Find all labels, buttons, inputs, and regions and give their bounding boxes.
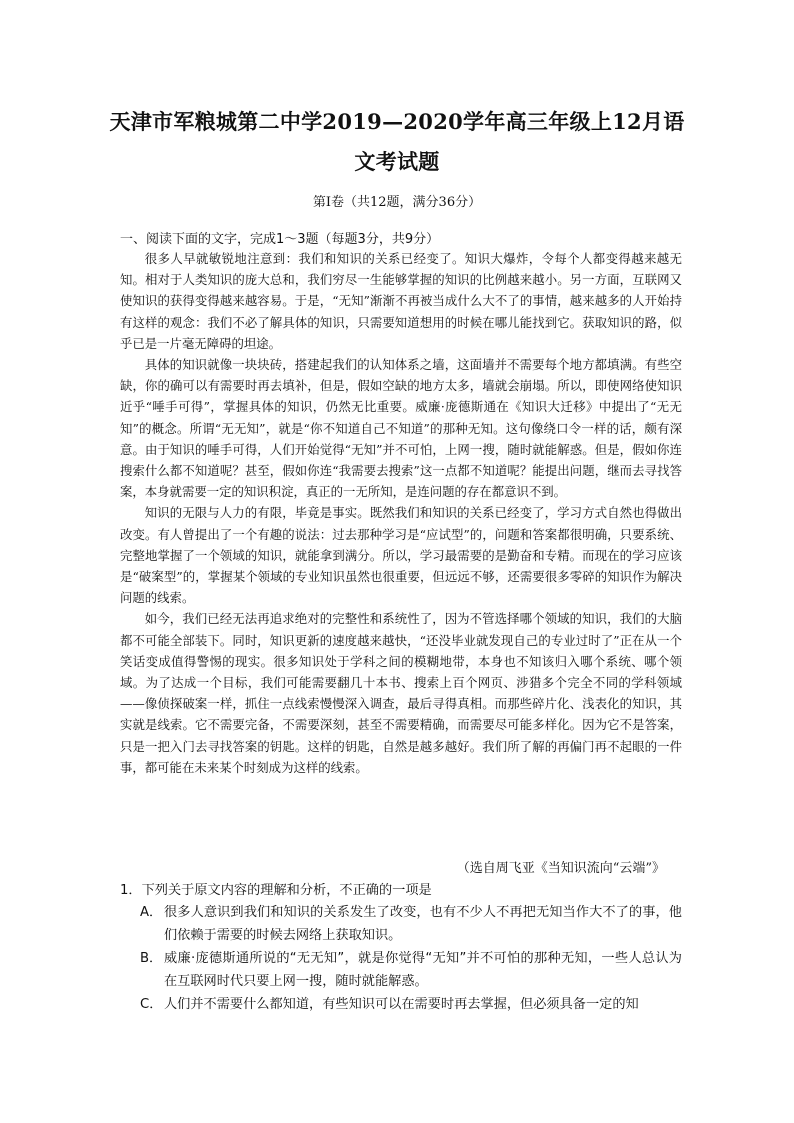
reading-passage bbox=[120, 248, 682, 778]
passage-source: （选自周飞亚《当知识流向“云端”》 bbox=[456, 861, 665, 876]
option-a bbox=[140, 901, 682, 947]
passage-paragraph-2: 具体的知识就像一块块砖，搭建起我们的认知体系之墙，这面墙并不需要每个地方都填满。有些空缺，你的确可以有需要时再去填补，但是，假如空缺的地方太多，墙就会崩塌。所以，即使网络使知识近乎“唾手可得”，掌握具体的知识，仍然无比重要。威廉·庞德斯通在《知识大迁移》中提出了“无无知”的概念。所谓“无无知”，就是“你不知道自己不知道”的那种无知。这句像绕口令一样的话，颇有深意。由于知识的唾手可得，人们开始觉得“无知”并不可怕，上网一搜，随时就能解惑。但是，假如你连搜索什么都不知道呢？甚至，假如你连“我需要去搜索”这一点都不知道呢？能提出问题，继而去寻找答案，本身就需要一定的知识积淀，真正的一无所知，是连问题的存在都意识不到。 bbox=[120, 357, 682, 500]
exam-title-line-2: 文考试题 bbox=[354, 149, 440, 174]
question-1-options bbox=[140, 901, 682, 1016]
exam-title-line-1: 天津市军粮城第二中学2019—2020学年高三年级上12月语 bbox=[109, 109, 685, 134]
option-c-text: 人们并不需要什么都知道，有些知识可以在需要时再去掌握，但必须具备一定的知 bbox=[164, 997, 639, 1012]
option-b-letter: B． bbox=[140, 951, 163, 966]
exam-subtitle: 第Ⅰ卷（共12题，满分36分） bbox=[312, 195, 482, 210]
option-c bbox=[140, 993, 682, 1016]
option-b-text: 威廉·庞德斯通所说的“无无知”，就是你觉得“无知”并不可怕的那种无知，一些人总认为在互联网时代只要上网一搜，随时就能解惑。 bbox=[164, 951, 682, 989]
passage-paragraph-4: 如今，我们已经无法再追求绝对的完整性和系统性了，因为不管选择哪个领域的知识，我们的大脑都不可能全部装下。同时，知识更新的速度越来越快，“还没毕业就发现自己的专业过时了”正在从一个笑话变成值得警惕的现实。很多知识处于学科之间的模糊地带，本身也不知该归入哪个系统、哪个领域。为了达成一个目标，我们可能需要翻几十本书、搜索上百个网页、涉猎多个完全不同的学科领域——像侦探破案一样，抓住一点线索慢慢深入调查，最后寻得真相。而那些碎片化、浅表化的知识，其实就是线索。它不需要完备，不需要深刻，甚至不需要精确，而需要尽可能多样化。因为它不是答案，只是一把入门去寻找答案的钥匙。这样的钥匙，自然是越多越好。我们所了解的再偏门再不起眼的一件事，都可能在未来某个时刻成为这样的线索。 bbox=[120, 611, 682, 775]
option-a-letter: A． bbox=[140, 905, 163, 920]
section-heading: 一、阅读下面的文字，完成1～3题（每题3分，共9分） bbox=[120, 232, 440, 247]
passage-paragraph-1: 很多人早就敏锐地注意到：我们和知识的关系已经变了。知识大爆炸，令每个人都变得越来越无知。相对于人类知识的庞大总和，我们穷尽一生能够掌握的知识的比例越来越小。另一方面，互联网又使知识的获得变得越来越容易。于是，“无知”渐渐不再被当成什么大不了的事情，越来越多的人开始持有这样的观念：我们不必了解具体的知识，只需要知道想用的时候在哪儿能找到它。获取知识的路，似乎已是一片毫无障碍的坦途。 bbox=[120, 251, 682, 351]
option-a-text: 很多人意识到我们和知识的关系发生了改变，也有不少人不再把无知当作大不了的事，他们依赖于需要的时候去网络上获取知识。 bbox=[164, 905, 682, 943]
option-c-letter: C． bbox=[140, 997, 163, 1012]
question-1-stem: 1．下列关于原文内容的理解和分析，不正确的一项是 bbox=[120, 883, 432, 898]
option-b bbox=[140, 947, 682, 993]
passage-paragraph-3: 知识的无限与人力的有限，毕竟是事实。既然我们和知识的关系已经变了，学习方式自然也得做出改变。有人曾提出了一个有趣的说法：过去那种学习是“应试型”的，问题和答案都很明确，只要系统、完整地掌握了一个领域的知识，就能拿到满分。所以，学习最需要的是勤奋和专精。而现在的学习应该是“破案型”的，掌握某个领域的专业知识虽然也很重要，但远远不够，还需要很多零碎的知识作为解决问题的线索。 bbox=[120, 505, 682, 606]
